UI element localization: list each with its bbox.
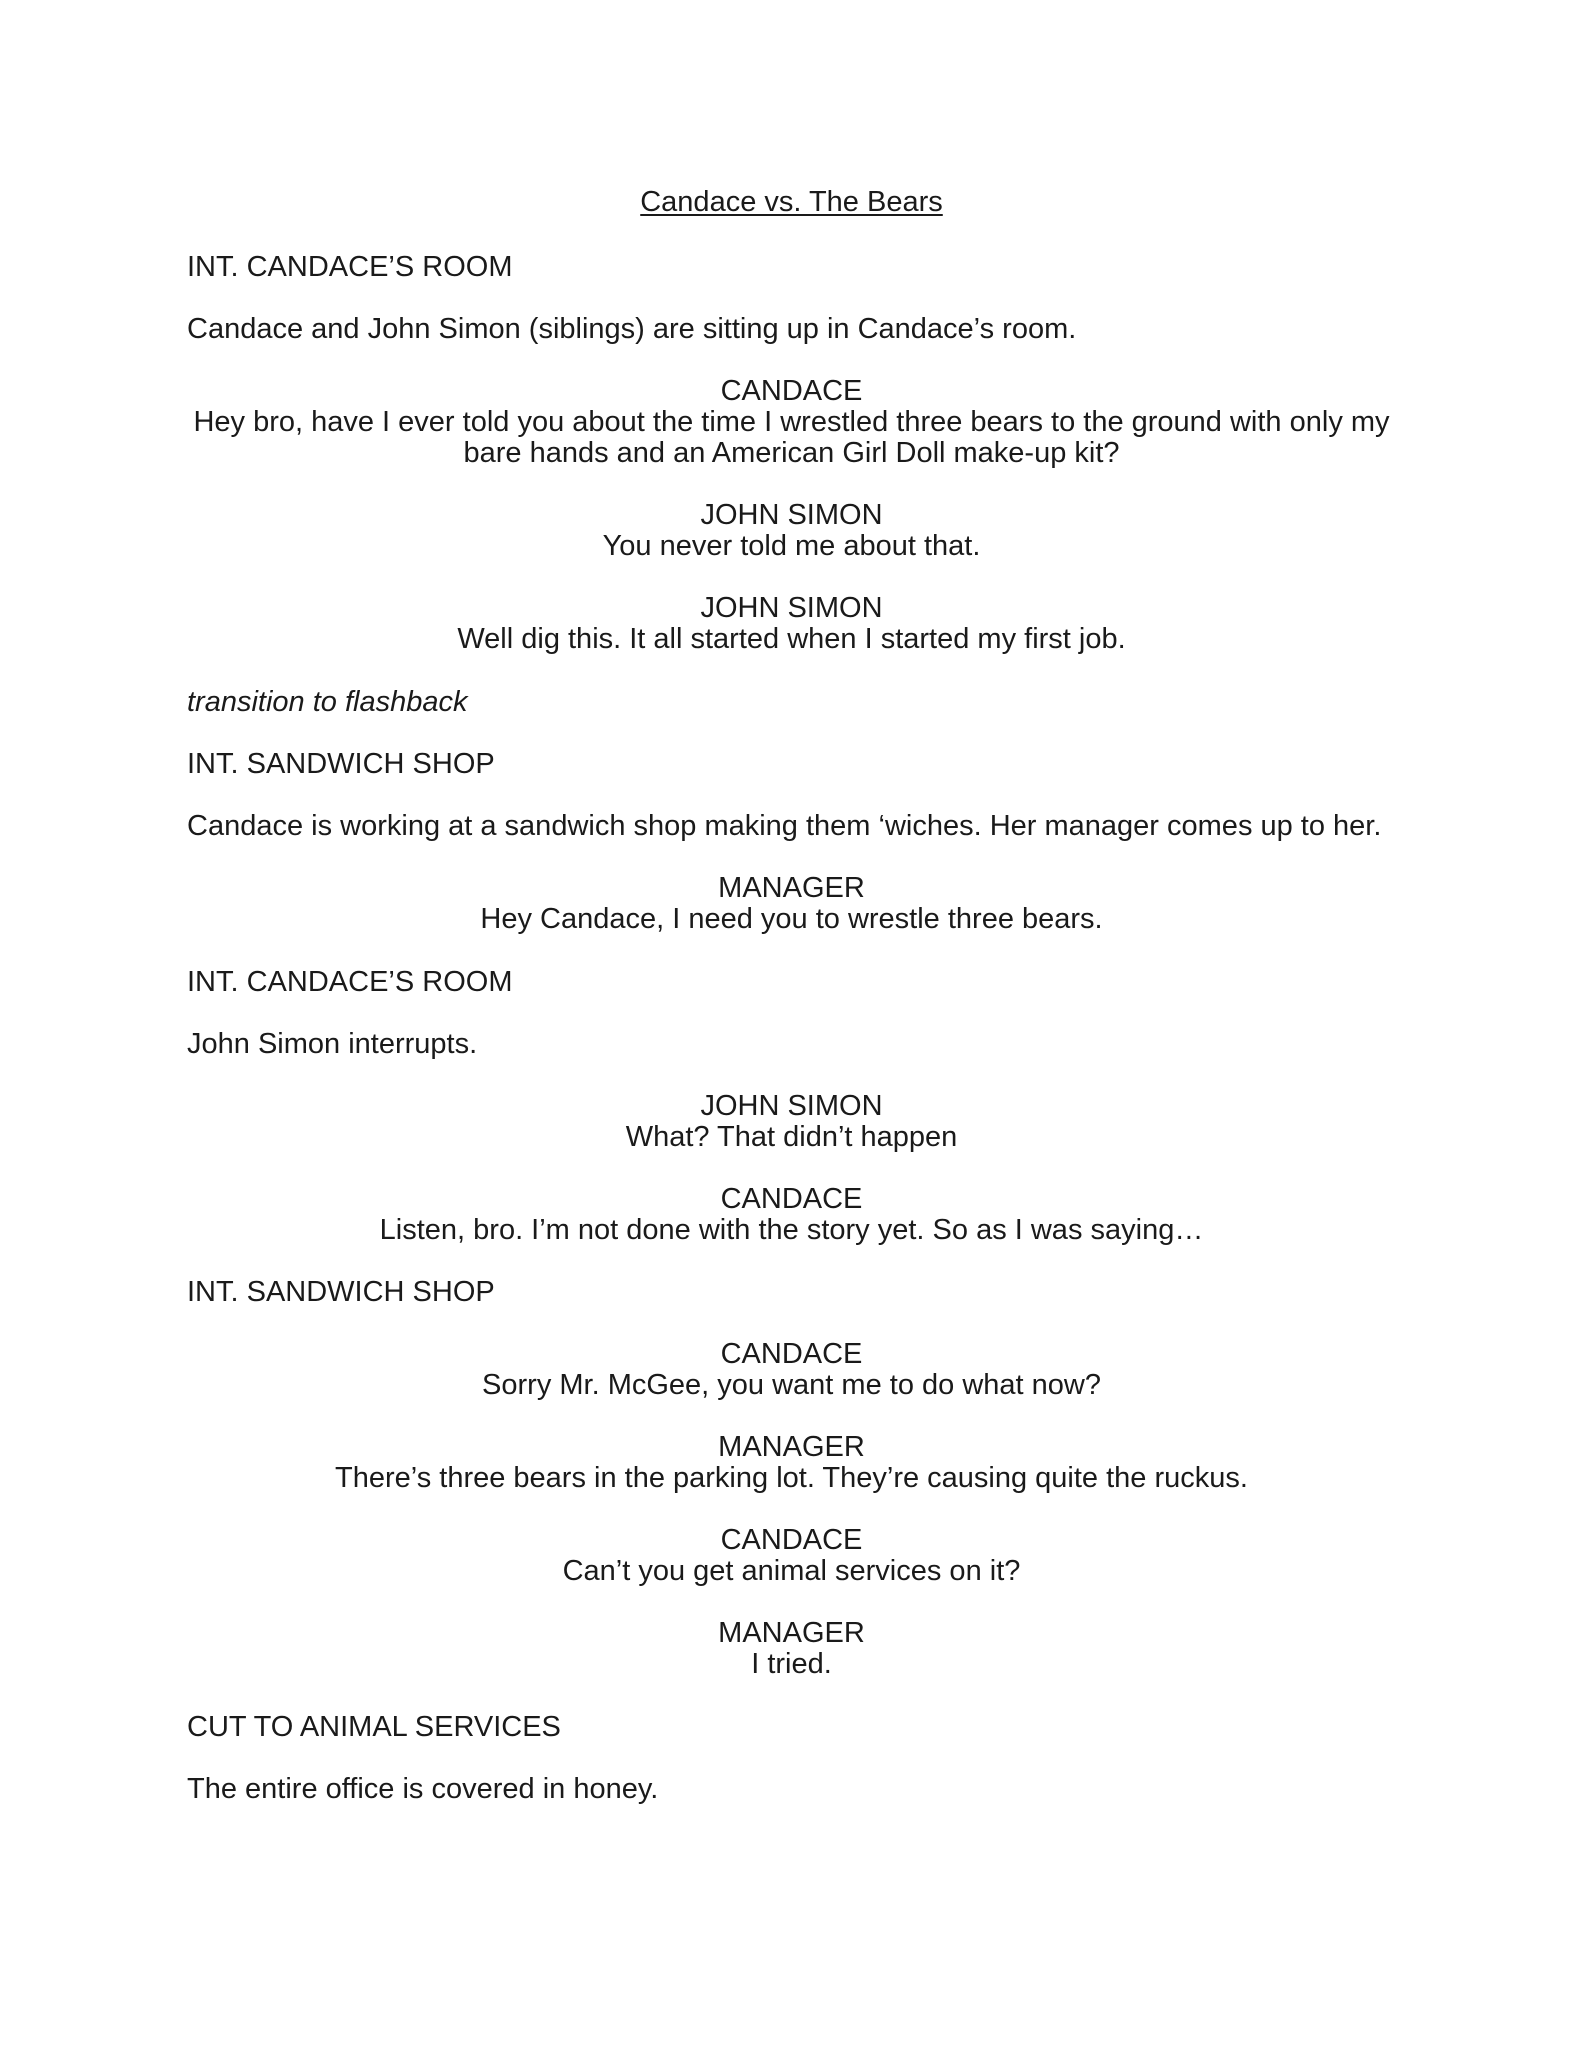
script-title: Candace vs. The Bears [640, 186, 943, 218]
action-line: The entire office is covered in honey. [187, 1773, 659, 1805]
dialogue-line: Listen, bro. I’m not done with the story yet. So as I was saying… [379, 1214, 1204, 1246]
transition-line: transition to flashback [187, 686, 468, 718]
scene-heading: INT. CANDACE’S ROOM [187, 251, 513, 283]
character-name: JOHN SIMON [700, 499, 883, 531]
character-name: MANAGER [718, 1617, 865, 1649]
character-name: CANDACE [720, 1338, 863, 1370]
character-name: JOHN SIMON [700, 592, 883, 624]
character-name: CANDACE [720, 1183, 863, 1215]
character-name: JOHN SIMON [700, 1090, 883, 1122]
character-name: MANAGER [718, 1431, 865, 1463]
action-line: Candace is working at a sandwich shop making them ‘wiches. Her manager comes up to her. [187, 810, 1382, 842]
dialogue-line: What? That didn’t happen [625, 1121, 958, 1153]
character-name: CANDACE [720, 1524, 863, 1556]
dialogue-line: Well dig this. It all started when I started my first job. [457, 623, 1126, 655]
dialogue-line: I tried. [751, 1648, 832, 1680]
dialogue-line: bare hands and an American Girl Doll make-up kit? [463, 437, 1120, 469]
character-name: MANAGER [718, 872, 865, 904]
action-line: John Simon interrupts. [187, 1028, 478, 1060]
dialogue-line: Hey Candace, I need you to wrestle three bears. [480, 903, 1103, 935]
scene-heading: INT. SANDWICH SHOP [187, 748, 495, 780]
dialogue-line: Sorry Mr. McGee, you want me to do what now? [482, 1369, 1101, 1401]
character-name: CANDACE [720, 375, 863, 407]
dialogue-line: Can’t you get animal services on it? [562, 1555, 1021, 1587]
action-line: Candace and John Simon (siblings) are sitting up in Candace’s room. [187, 313, 1077, 345]
dialogue-line: You never told me about that. [602, 530, 981, 562]
dialogue-line: Hey bro, have I ever told you about the time I wrestled three bears to the ground with only my [193, 406, 1390, 438]
dialogue-line: There’s three bears in the parking lot. They’re causing quite the ruckus. [335, 1462, 1248, 1494]
scene-heading: CUT TO ANIMAL SERVICES [187, 1711, 561, 1743]
scene-heading: INT. CANDACE’S ROOM [187, 966, 513, 998]
scene-heading: INT. SANDWICH SHOP [187, 1276, 495, 1308]
